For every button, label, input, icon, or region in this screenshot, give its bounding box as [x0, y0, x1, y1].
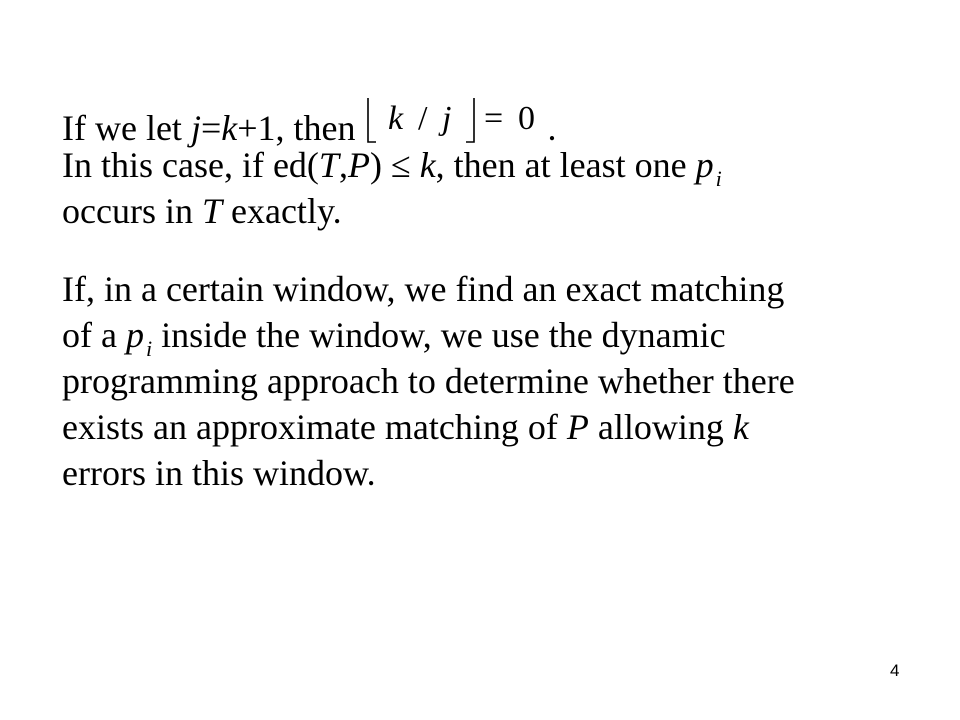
formula-slash: / [417, 100, 427, 137]
variable-p: p [125, 315, 144, 355]
slide-body [62, 96, 942, 496]
variable-k: k [221, 108, 238, 148]
text-run: If we let [62, 108, 191, 148]
text-run: occurs in [62, 191, 202, 231]
text-run: inside the window, we use the dynamic [152, 315, 726, 355]
subscript-i: i [715, 166, 722, 191]
floor-left-bracket [368, 98, 376, 142]
text-run: errors in this window. [62, 453, 376, 493]
text-line-5 [62, 312, 942, 361]
text-line-4 [62, 266, 942, 312]
text-line-2 [62, 142, 942, 191]
text-run: , [338, 145, 348, 185]
text-line-1 [62, 96, 942, 148]
text-run: programming approach to determine whether there [62, 361, 795, 401]
floor-formula [362, 96, 548, 146]
text-line-7 [62, 404, 942, 450]
text-run: exactly. [222, 191, 342, 231]
text-run: of a [62, 315, 126, 355]
formula-j: j [441, 100, 451, 137]
text-run: +1, then [237, 108, 356, 148]
formula-k: k [387, 100, 403, 137]
floor-right-bracket [466, 98, 474, 142]
text-run: ) ≤ [369, 145, 420, 185]
page-number: 4 [890, 661, 900, 680]
text-line-8 [62, 450, 942, 496]
text-run: allowing [588, 407, 733, 447]
text-run: In this case, if ed( [62, 145, 319, 185]
variable-k: k [732, 407, 749, 447]
text-run: = [200, 108, 222, 148]
text-line-3 [62, 188, 942, 234]
text-run: , then at least one [435, 145, 696, 185]
variable-j: j [190, 108, 201, 148]
formula-zero: 0 [517, 100, 535, 137]
text-run: . [547, 108, 557, 148]
subscript-i: i [145, 336, 153, 361]
text-run: exists an approximate matching of [62, 407, 567, 447]
paragraph-gap [62, 234, 942, 266]
variable-P: P [347, 145, 370, 185]
text-run: If, in a certain window, we find an exact matching [62, 269, 785, 309]
formula-equals: = [483, 100, 503, 137]
variable-k: k [419, 145, 436, 185]
variable-p: p [695, 145, 714, 185]
variable-T: T [318, 145, 339, 185]
text-line-6 [62, 358, 942, 404]
variable-T: T [201, 191, 222, 231]
variable-P: P [566, 407, 589, 447]
